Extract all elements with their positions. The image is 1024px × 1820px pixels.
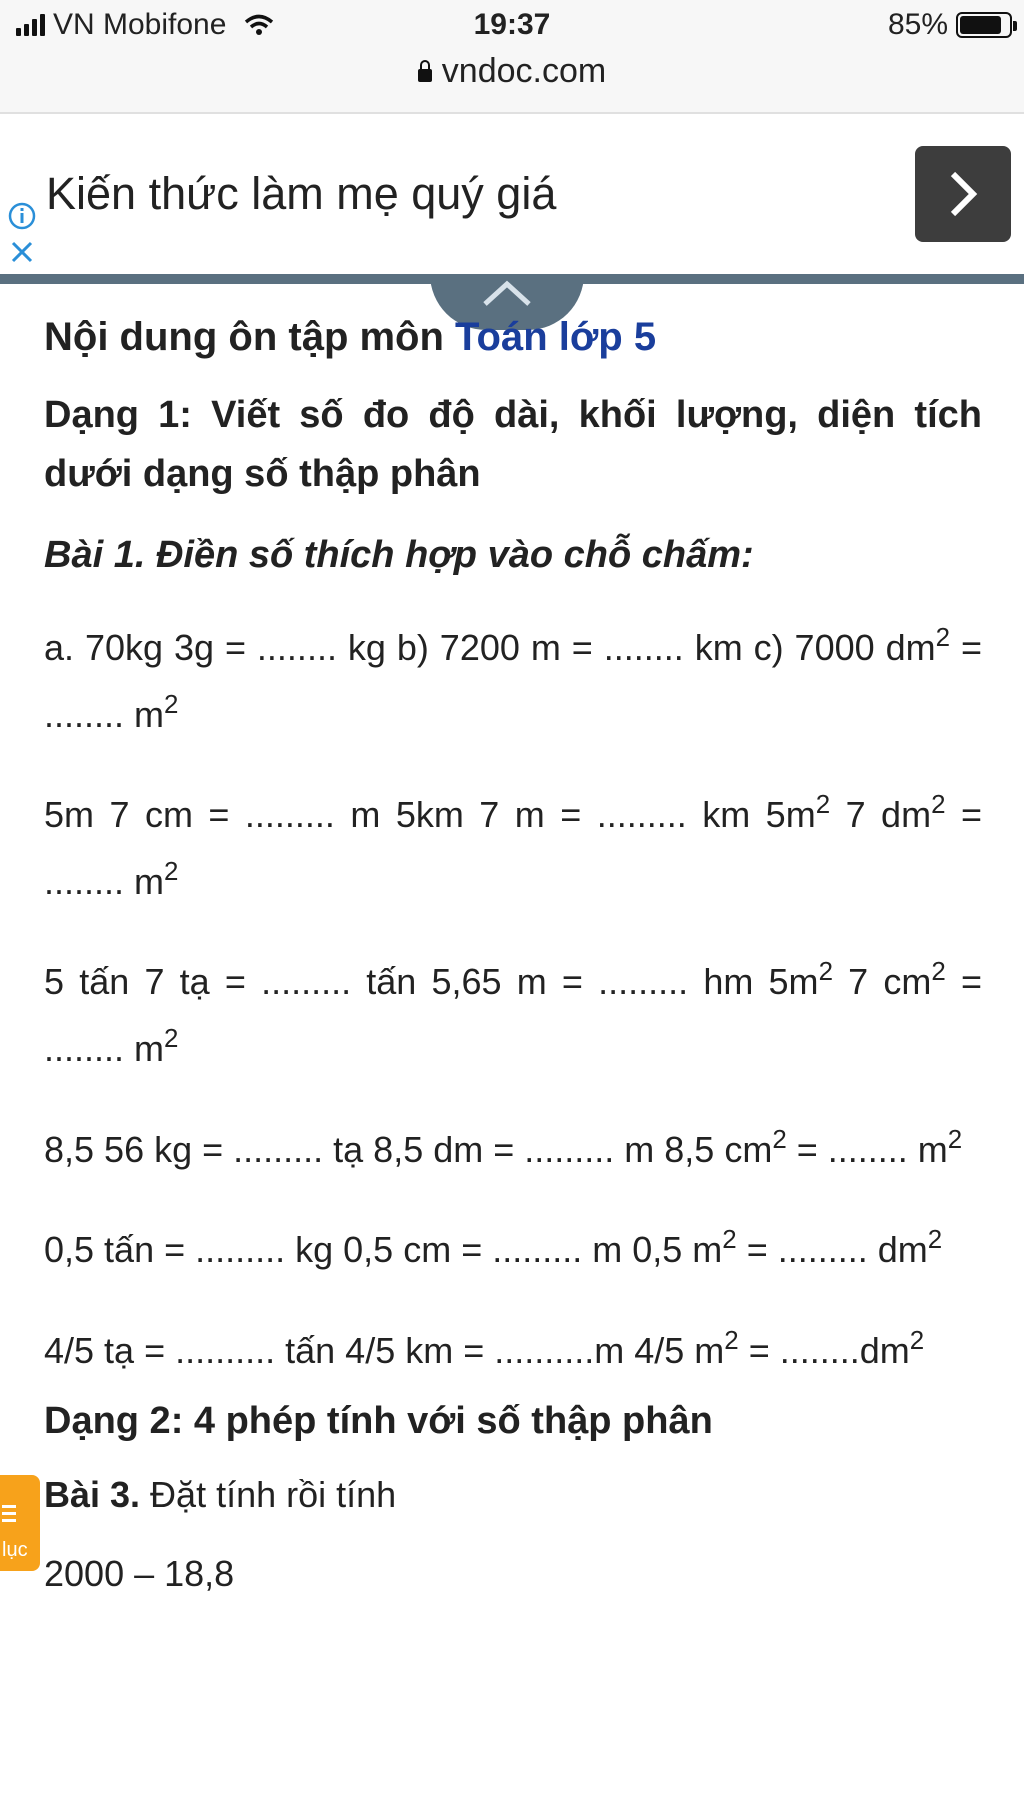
bai3-label: Bài 3. bbox=[44, 1474, 141, 1516]
bai3-text: Đặt tính rồi tính bbox=[140, 1474, 397, 1516]
section-title-text: Nội dung ôn tập môn bbox=[44, 315, 456, 359]
exercise-superscript: 2 bbox=[722, 1225, 737, 1254]
exercise-list bbox=[44, 615, 982, 1384]
exercise-superscript: 2 bbox=[931, 791, 946, 820]
bai1-heading: Bài 1. Điền số thích hợp vào chỗ chấm: bbox=[44, 533, 754, 576]
status-bar bbox=[0, 0, 1024, 114]
exercise-line bbox=[44, 949, 982, 1082]
ad-text: Kiến thức làm mẹ quý giá bbox=[46, 168, 557, 219]
exercise-text: = ........dm bbox=[738, 1329, 910, 1371]
exercise-superscript: 2 bbox=[164, 690, 179, 719]
calc-line: 2000 – 18,8 bbox=[44, 1552, 235, 1594]
dang2-heading: Dạng 2: 4 phép tính với số thập phân bbox=[44, 1400, 713, 1443]
battery-icon bbox=[956, 12, 1012, 38]
exercise-line bbox=[44, 1117, 982, 1184]
bai3-line bbox=[44, 1471, 982, 1520]
exercise-superscript: 2 bbox=[724, 1326, 739, 1355]
ad-banner[interactable] bbox=[0, 114, 1024, 274]
exercise-superscript: 2 bbox=[927, 1225, 943, 1254]
exercise-superscript: 2 bbox=[815, 791, 831, 820]
ad-arrow-button[interactable] bbox=[915, 146, 1011, 242]
exercise-superscript: 2 bbox=[909, 1326, 925, 1355]
exercise-text: 7 dm bbox=[830, 794, 932, 836]
chevron-up-icon bbox=[481, 278, 533, 308]
exercise-superscript: 2 bbox=[164, 1024, 179, 1053]
exercise-text: 7 cm bbox=[832, 961, 932, 1003]
clock: 19:37 bbox=[473, 8, 551, 41]
exercise-superscript: 2 bbox=[772, 1125, 787, 1154]
exercise-text: = ........ m bbox=[44, 794, 982, 902]
exercise-text: = ........ m bbox=[44, 961, 983, 1070]
exercise-superscript: 2 bbox=[164, 857, 179, 886]
exercise-text: 5m 7 cm = ......... m 5km 7 m = ......... km 5m bbox=[44, 794, 816, 836]
article-content bbox=[44, 310, 982, 1599]
side-tab-label: lục bbox=[2, 1539, 28, 1561]
exercise-text: = ........ m bbox=[44, 627, 982, 735]
exercise-line bbox=[44, 1318, 982, 1385]
exercise-text: = ........ m bbox=[786, 1128, 948, 1170]
exercise-text: 4/5 tạ = .......... tấn 4/5 km = ..........m 4/5 m bbox=[44, 1329, 725, 1371]
url-text: vndoc.com bbox=[441, 52, 607, 90]
lock-icon bbox=[418, 69, 432, 82]
carrier-name: VN Mobifone bbox=[53, 8, 227, 41]
dang1-heading: Dạng 1: Viết số đo độ dài, khối lượng, diện tích dưới dạng số thập phân bbox=[44, 394, 982, 495]
address-bar[interactable] bbox=[0, 52, 1024, 91]
ad-close-icon[interactable] bbox=[10, 240, 34, 264]
exercise-superscript: 2 bbox=[935, 623, 951, 652]
menu-icon bbox=[2, 1505, 16, 1526]
exercise-superscript: 2 bbox=[931, 958, 946, 987]
exercise-text: a. 70kg 3g = ........ kg b) 7200 m = ........ km c) 7000 dm bbox=[44, 627, 936, 669]
section-title bbox=[44, 310, 982, 364]
battery-group bbox=[888, 8, 1012, 42]
section-title-link[interactable]: Toán lớp 5 bbox=[455, 315, 657, 359]
exercise-line bbox=[44, 782, 982, 915]
exercise-line bbox=[44, 1217, 982, 1284]
exercise-superscript: 2 bbox=[818, 958, 833, 987]
exercise-superscript: 2 bbox=[947, 1125, 963, 1154]
ad-info-icon[interactable] bbox=[8, 202, 36, 230]
exercise-text: = ......... dm bbox=[736, 1229, 928, 1271]
exercise-text: 0,5 tấn = ......... kg 0,5 cm = ......... m 0,5 m bbox=[44, 1229, 723, 1271]
exercise-text: 8,5 56 kg = ......... tạ 8,5 dm = ......... m 8,5 cm bbox=[44, 1128, 773, 1170]
chevron-right-icon bbox=[943, 169, 983, 219]
table-of-contents-tab[interactable] bbox=[0, 1475, 40, 1571]
exercise-text: 5 tấn 7 tạ = ......... tấn 5,65 m = ......... hm 5m bbox=[44, 961, 819, 1003]
exercise-line bbox=[44, 615, 982, 748]
battery-percent: 85% bbox=[887, 8, 948, 41]
